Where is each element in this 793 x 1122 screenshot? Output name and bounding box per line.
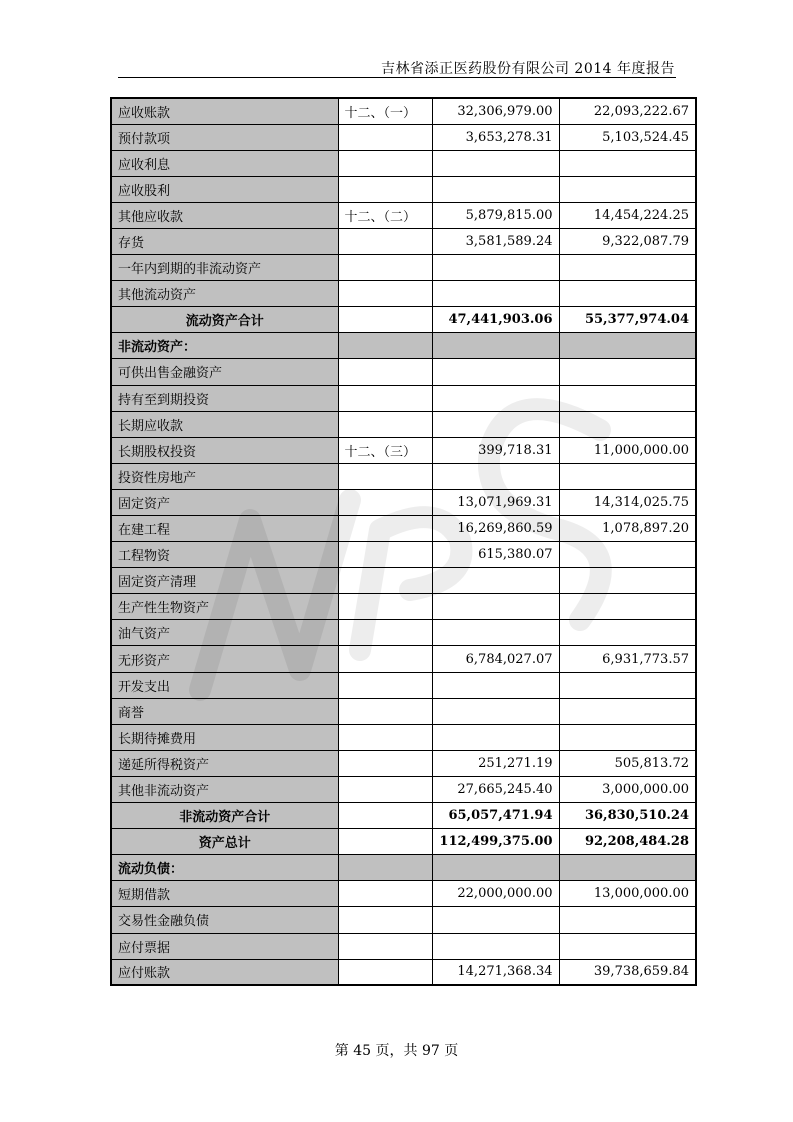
row-value-prior [559,255,696,281]
table-row [111,542,696,568]
row-item-name: 可供出售金融资产 [111,359,338,385]
row-note [338,803,432,829]
table-row [111,646,696,672]
table-row [111,98,696,124]
row-value-current: 13,071,969.31 [432,489,559,515]
row-value-prior [559,359,696,385]
row-note: 十二、（一） [338,98,432,124]
row-value-prior [559,411,696,437]
table-row [111,202,696,228]
row-value-prior [559,620,696,646]
row-item-name: 长期股权投资 [111,437,338,463]
row-value-prior [559,672,696,698]
row-value-current [432,333,559,359]
row-value-prior: 13,000,000.00 [559,881,696,907]
row-note [338,959,432,985]
table-row [111,463,696,489]
report-header-title: 吉林省添正医药股份有限公司 2014 年度报告 [380,61,675,77]
row-item-name: 商誉 [111,698,338,724]
row-value-current: 3,653,278.31 [432,124,559,150]
row-note [338,594,432,620]
header-divider [118,77,676,78]
row-item-name: 应收利息 [111,150,338,176]
row-value-current: 6,784,027.07 [432,646,559,672]
row-item-name: 其他非流动资产 [111,776,338,802]
row-note: 十二、（二） [338,202,432,228]
row-item-name: 应收账款 [111,98,338,124]
page-number: 第 45 页，共 97 页 [334,1043,459,1059]
table-row [111,803,696,829]
row-note [338,829,432,855]
row-value-current [432,411,559,437]
row-value-current [432,672,559,698]
row-value-prior [559,698,696,724]
row-value-prior [559,542,696,568]
row-note [338,359,432,385]
row-value-current: 399,718.31 [432,437,559,463]
row-value-current [432,620,559,646]
table-row [111,150,696,176]
table-row [111,411,696,437]
row-value-prior [559,933,696,959]
row-item-name: 预付款项 [111,124,338,150]
row-value-current: 251,271.19 [432,750,559,776]
row-value-current [432,281,559,307]
table-row [111,750,696,776]
row-item-name: 其他应收款 [111,202,338,228]
row-note [338,228,432,254]
row-value-prior: 55,377,974.04 [559,307,696,333]
row-value-current: 16,269,860.59 [432,516,559,542]
row-item-name: 流动负债： [111,855,338,881]
row-note [338,750,432,776]
row-value-current: 22,000,000.00 [432,881,559,907]
row-value-prior: 39,738,659.84 [559,959,696,985]
table-row [111,855,696,881]
row-value-current [432,698,559,724]
row-item-name: 流动资产合计 [111,307,338,333]
row-value-prior: 505,813.72 [559,750,696,776]
row-item-name: 长期应收款 [111,411,338,437]
row-item-name: 固定资产 [111,489,338,515]
row-item-name: 一年内到期的非流动资产 [111,255,338,281]
row-value-current [432,255,559,281]
row-note [338,281,432,307]
table-row [111,124,696,150]
row-item-name: 应付账款 [111,959,338,985]
table-row [111,333,696,359]
row-value-current: 27,665,245.40 [432,776,559,802]
row-note [338,124,432,150]
table-row [111,881,696,907]
table-row [111,176,696,202]
row-item-name: 工程物资 [111,542,338,568]
table-row [111,907,696,933]
table-row [111,933,696,959]
table-row [111,516,696,542]
row-note [338,646,432,672]
table-row [111,385,696,411]
row-value-prior: 6,931,773.57 [559,646,696,672]
row-value-prior [559,724,696,750]
row-value-current: 112,499,375.00 [432,829,559,855]
row-value-current [432,594,559,620]
row-item-name: 持有至到期投资 [111,385,338,411]
row-value-prior: 9,322,087.79 [559,228,696,254]
row-item-name: 生产性生物资产 [111,594,338,620]
row-note: 十二、（三） [338,437,432,463]
row-note [338,907,432,933]
row-note [338,150,432,176]
row-note [338,881,432,907]
row-value-prior [559,333,696,359]
row-note [338,176,432,202]
row-item-name: 存货 [111,228,338,254]
table-row [111,228,696,254]
row-value-current [432,855,559,881]
table-row [111,829,696,855]
row-note [338,411,432,437]
row-item-name: 在建工程 [111,516,338,542]
row-item-name: 非流动资产： [111,333,338,359]
row-value-prior: 14,314,025.75 [559,489,696,515]
row-value-prior [559,385,696,411]
row-item-name: 应收股利 [111,176,338,202]
row-value-prior [559,907,696,933]
row-note [338,255,432,281]
row-value-prior: 14,454,224.25 [559,202,696,228]
row-value-current: 32,306,979.00 [432,98,559,124]
row-note [338,776,432,802]
table-row [111,307,696,333]
row-note [338,385,432,411]
table-row [111,724,696,750]
row-value-current [432,150,559,176]
row-item-name: 交易性金融负债 [111,907,338,933]
row-note [338,463,432,489]
row-value-current [432,463,559,489]
row-value-current: 3,581,589.24 [432,228,559,254]
row-note [338,855,432,881]
balance-sheet-table [110,97,697,986]
row-note [338,933,432,959]
row-value-prior: 3,000,000.00 [559,776,696,802]
table-row [111,437,696,463]
table-row [111,672,696,698]
row-value-prior [559,281,696,307]
table-row [111,959,696,985]
row-value-current [432,359,559,385]
row-value-prior: 5,103,524.45 [559,124,696,150]
row-value-current [432,176,559,202]
row-item-name: 投资性房地产 [111,463,338,489]
row-value-current [432,933,559,959]
row-item-name: 短期借款 [111,881,338,907]
row-value-current: 14,271,368.34 [432,959,559,985]
row-item-name: 无形资产 [111,646,338,672]
row-value-current [432,385,559,411]
row-value-prior [559,594,696,620]
row-value-prior [559,855,696,881]
row-item-name: 油气资产 [111,620,338,646]
row-value-current [432,724,559,750]
table-row [111,489,696,515]
row-value-prior [559,568,696,594]
row-note [338,307,432,333]
row-value-prior: 92,208,484.28 [559,829,696,855]
row-value-prior: 11,000,000.00 [559,437,696,463]
row-note [338,672,432,698]
row-note [338,489,432,515]
row-item-name: 应付票据 [111,933,338,959]
row-note [338,620,432,646]
row-note [338,698,432,724]
row-value-current [432,568,559,594]
row-item-name: 递延所得税资产 [111,750,338,776]
row-note [338,542,432,568]
row-note [338,516,432,542]
row-value-prior: 22,093,222.67 [559,98,696,124]
row-value-prior [559,463,696,489]
table-row [111,594,696,620]
table-row [111,281,696,307]
table-row [111,698,696,724]
table-row [111,255,696,281]
row-value-prior [559,150,696,176]
row-item-name: 其他流动资产 [111,281,338,307]
row-value-prior: 1,078,897.20 [559,516,696,542]
row-item-name: 非流动资产合计 [111,803,338,829]
row-value-current: 65,057,471.94 [432,803,559,829]
row-item-name: 资产总计 [111,829,338,855]
row-item-name: 长期待摊费用 [111,724,338,750]
row-value-current: 615,380.07 [432,542,559,568]
row-value-current [432,907,559,933]
row-item-name: 固定资产清理 [111,568,338,594]
row-item-name: 开发支出 [111,672,338,698]
row-value-prior [559,176,696,202]
row-note [338,333,432,359]
table-row [111,568,696,594]
row-value-prior: 36,830,510.24 [559,803,696,829]
row-note [338,568,432,594]
row-value-current: 5,879,815.00 [432,202,559,228]
table-row [111,776,696,802]
table-row [111,359,696,385]
row-value-current: 47,441,903.06 [432,307,559,333]
table-row [111,620,696,646]
row-note [338,724,432,750]
